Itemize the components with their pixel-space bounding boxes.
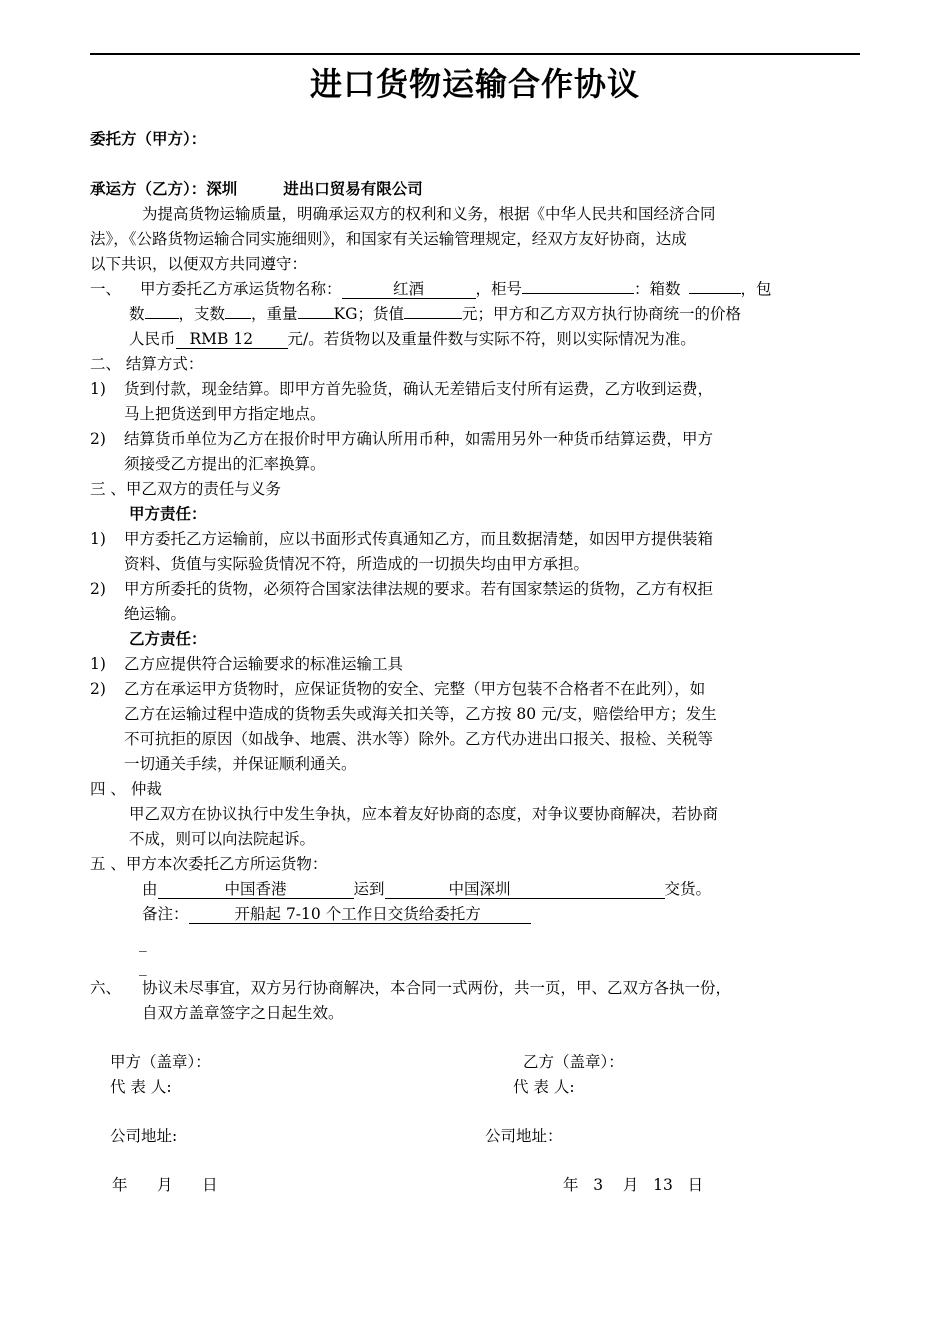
item-text: 结算货币单位为乙方在报价时甲方确认所用币种，如需用另外一种货币结算运费，甲方 [124,430,714,448]
party-a-duty-label: 甲方责任： [129,505,207,523]
section-1-text: ，重量 [251,305,298,323]
list-item [90,577,713,601]
item-text: 不可抗拒的原因（如战争、地震、洪水等）除外。乙方代办进出口报关、报检、关税等 [124,730,714,748]
intro-line: 法》，《公路货物运输合同实施细则》，和国家有关运输管理规定，经双方友好协商，达成 [90,230,687,248]
section-1-text: ：箱数 [634,280,681,298]
price-field [176,330,288,349]
value-field [404,318,462,319]
item-text: 乙方在运输过程中造成的货物丢失或海关扣关等，乙方按 80 元/支，赔偿给甲方；发生 [124,705,717,723]
note-label: 备注： [142,905,189,923]
item-text: 绝运输。 [124,605,187,623]
section-1-line [129,302,741,326]
section-1-line [90,277,772,301]
section-1-text: 人民币 [129,330,176,348]
section-6-text: 自双方盖章签字之日起生效。 [142,1004,344,1022]
party-a-seal-label: 甲方（盖章）： [110,1053,211,1071]
item-number: 1) [90,655,106,673]
note-value: 开船起 7-10 个工作日交货给委托方 [234,905,481,923]
party-b-address-label: 公司地址： [485,1127,563,1145]
client-label: 委托方（甲方）： [90,130,207,148]
item-text: 乙方应提供符合运输要求的标准运输工具 [124,655,404,673]
blank-mark: _ [139,934,147,952]
item-number: 1) [90,530,106,548]
item-text: 货到付款，现金结算。即甲方首先验货，确认无差错后支付所有运费，乙方收到运费， [124,380,714,398]
section-1-text: ，柜号 [475,280,523,298]
goods-name-field: 红酒 [342,280,476,299]
route-text: 交货。 [664,880,712,898]
item-text: 甲方委托乙方运输前，应以书面形式传真通知乙方，而且数据清楚，如因甲方提供装箱 [124,530,714,548]
party-b-date: 年 3 月 13 日 [563,1176,704,1194]
party-b-representative-label: 代 表 人: [513,1078,575,1096]
item-text: 须接受乙方提出的汇率换算。 [124,455,326,473]
route-line [142,877,711,901]
section-5-heading: 五 、甲方本次委托乙方所运货物： [90,855,328,873]
item-text: 马上把货送到甲方指定地点。 [124,405,326,423]
item-number: 2) [90,680,106,698]
list-item [90,652,403,676]
item-text: 乙方在承运甲方货物时，应保证货物的安全、完整（甲方包装不合格者不在此列），如 [124,680,706,698]
weight-field [298,318,334,319]
section-1-text: 甲方委托乙方承运货物名称： [140,280,342,298]
party-b-duty-label: 乙方责任： [129,630,207,648]
document-title: 进口货物运输合作协议 [309,65,640,103]
origin-field: 中国香港 [158,880,354,899]
section-1-line [129,327,696,351]
section-2-heading: 二、 结算方式： [90,355,204,373]
carrier-line [90,177,423,201]
route-text: 运到 [353,880,385,898]
section-3-heading: 三 、甲乙双方的责任与义务 [90,480,281,498]
price-value: RMB 12 [189,330,254,348]
section-number: 六、 [90,979,122,997]
party-a-address-label: 公司地址: [110,1127,178,1145]
item-text: 甲方所委托的货物，必须符合国家法律法规的要求。若有国家禁运的货物，乙方有权拒 [124,580,714,598]
carrier-label: 承运方（乙方）：深圳 [90,180,238,198]
section-1-text: KG；货值 [333,305,405,323]
section-4-heading: 四 、 仲裁 [90,780,162,798]
item-text: 资料、货值与实际验货情况不符，所造成的一切损失均由甲方承担。 [124,555,590,573]
section-1-text: ，支数 [178,305,226,323]
note-line [142,902,531,926]
section-number: 一、 [90,280,122,298]
intro-line: 以下共识，以便双方共同遵守： [90,255,308,273]
section-6-text: 协议未尽事宜，双方另行协商解决，本合同一式两份，共一页，甲、乙双方各执一份， [142,979,732,997]
carrier-company: 进出口贸易有限公司 [283,180,423,198]
section-1-text: 元/。若货物以及重量件数与实际不符，则以实际情况为准。 [287,330,696,348]
box-count-field [689,293,741,294]
package-count-field [145,318,179,319]
section-4-text: 不成，则可以向法院起诉。 [129,830,316,848]
party-b-seal-label: 乙方（盖章）： [523,1053,624,1071]
item-number: 2) [90,430,106,448]
section-1-text: 数 [129,305,145,323]
section-1-text: 元；甲方和乙方双方执行协商统一的价格 [462,305,742,323]
blank-mark: _ [139,958,147,976]
container-no-field [522,293,634,294]
piece-count-field [225,318,251,319]
list-item [90,377,713,401]
destination-field [385,880,665,899]
list-item [90,427,713,451]
party-a-representative-label: 代 表 人: [110,1078,172,1096]
route-text: 由 [142,880,158,898]
item-number: 1) [90,380,106,398]
list-item [90,527,713,551]
party-a-date: 年 月 日 [112,1176,218,1194]
top-rule [90,53,860,55]
section-1-text: ，包 [740,280,772,298]
note-field [189,905,531,924]
section-6-line [90,976,731,1000]
section-4-text: 甲乙双方在协议执行中发生争执，应本着友好协商的态度，对争议要协商解决，若协商 [129,805,719,823]
list-item [90,677,705,701]
destination-value: 中国深圳 [448,880,511,898]
intro-line: 为提高货物运输质量，明确承运双方的权利和义务，根据《中华人民共和国经济合同 [142,205,716,223]
item-text: 一切通关手续，并保证顺利通关。 [124,755,357,773]
item-number: 2) [90,580,106,598]
